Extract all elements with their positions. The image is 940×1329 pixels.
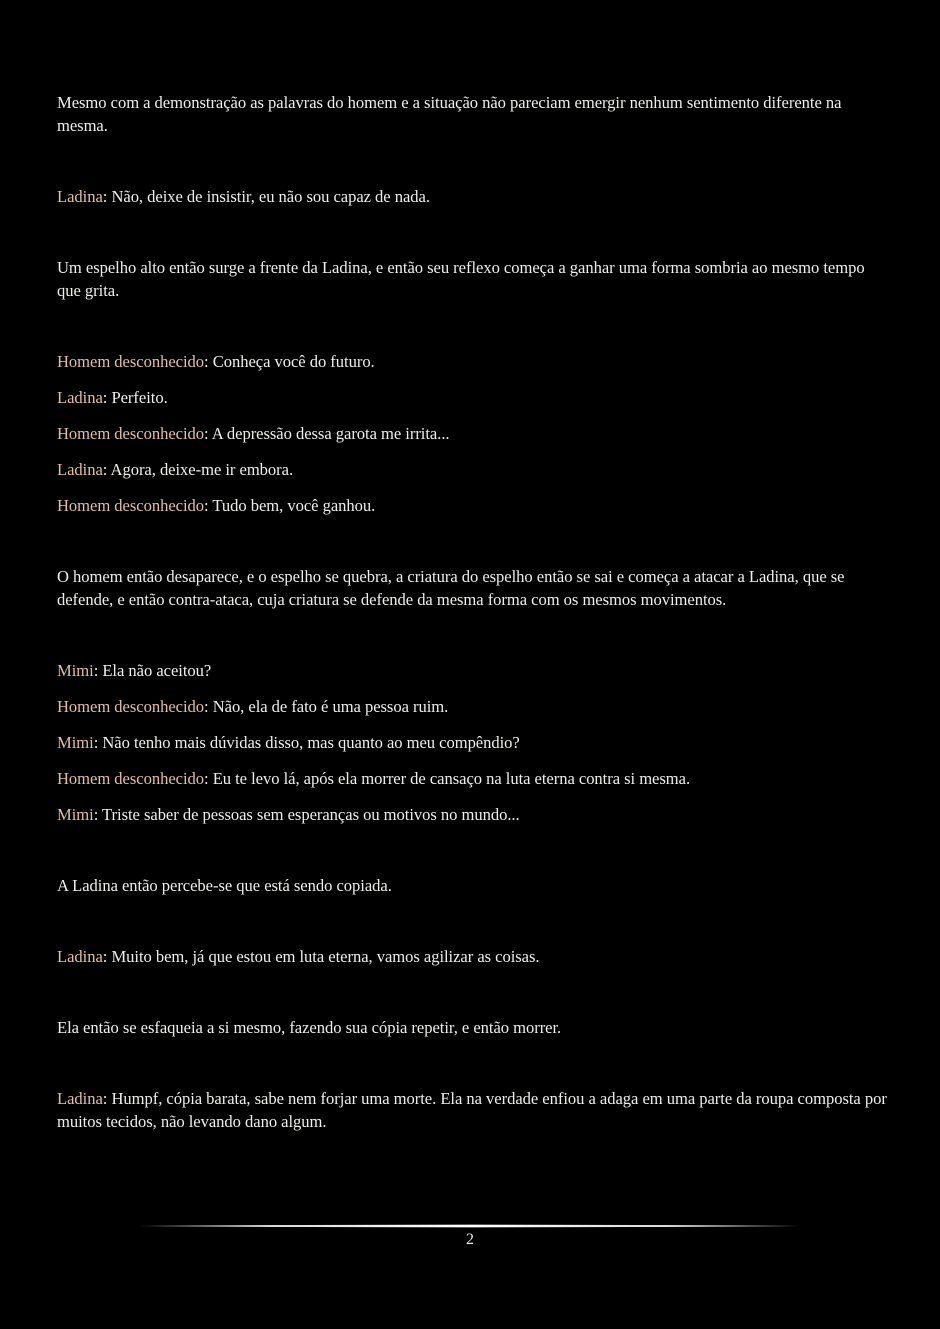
dialogue-text: : A depressão dessa garota me irrita... — [204, 424, 450, 443]
speaker-name: Ladina — [57, 388, 103, 407]
dialogue-line — [57, 185, 887, 208]
page-number: 2 — [466, 1231, 474, 1248]
speaker-name: Mimi — [57, 733, 94, 752]
dialogue-text: : Não, deixe de insistir, eu não sou capaz de nada. — [102, 187, 430, 206]
dialogue-line — [57, 695, 887, 718]
dialogue-text: : Não, ela de fato é uma pessoa ruim. — [204, 697, 449, 716]
dialogue-line — [57, 767, 887, 790]
speaker-name: Mimi — [57, 805, 94, 824]
dialogue-text: : Conheça você do futuro. — [204, 352, 375, 371]
speaker-name: Homem desconhecido — [57, 697, 205, 716]
narration-paragraph: O homem então desaparece, e o espelho se quebra, a criatura do espelho então se sai e começa a atacar a Ladina, que se defende, e então contra-ataca, cuja criatura se defende da mesma forma com os mesmos movimentos. — [57, 567, 845, 609]
dialogue-text: : Ela não aceitou? — [93, 661, 212, 680]
footer-divider — [140, 1224, 800, 1228]
dialogue-line — [57, 422, 887, 445]
dialogue-text: : Tudo bem, você ganhou. — [204, 496, 376, 515]
speaker-name: Ladina — [57, 187, 103, 206]
speaker-name: Ladina — [57, 947, 103, 966]
dialogue-line — [57, 803, 887, 826]
speaker-name: Mimi — [57, 661, 94, 680]
footer-divider-line — [140, 1225, 800, 1227]
dialogue-line — [57, 458, 887, 481]
dialogue-line — [57, 350, 887, 373]
speaker-name: Homem desconhecido — [57, 424, 205, 443]
dialogue-line — [57, 1087, 887, 1133]
speaker-name: Homem desconhecido — [57, 769, 205, 788]
dialogue-text: : Muito bem, já que estou em luta eterna, vamos agilizar as coisas. — [102, 947, 540, 966]
narration-paragraph: Ela então se esfaqueia a si mesmo, fazendo sua cópia repetir, e então morrer. — [57, 1018, 562, 1037]
dialogue-text: : Eu te levo lá, após ela morrer de cansaço na luta eterna contra si mesma. — [204, 769, 691, 788]
narration-paragraph: A Ladina então percebe-se que está sendo copiada. — [57, 876, 392, 895]
speaker-name: Homem desconhecido — [57, 496, 205, 515]
dialogue-line — [57, 494, 887, 517]
speaker-name: Ladina — [57, 1089, 103, 1108]
dialogue-text: : Agora, deixe-me ir embora. — [102, 460, 294, 479]
dialogue-text: : Perfeito. — [102, 388, 168, 407]
dialogue-text: : Humpf, cópia barata, sabe nem forjar uma morte. Ela na verdade enfiou a adaga em uma parte da roupa composta por muitos tecidos, não levando dano algum. — [57, 1089, 887, 1131]
dialogue-text: : Triste saber de pessoas sem esperanças ou motivos no mundo... — [93, 805, 520, 824]
speaker-name: Ladina — [57, 460, 103, 479]
dialogue-text: : Não tenho mais dúvidas disso, mas quanto ao meu compêndio? — [93, 733, 520, 752]
narration-paragraph: Um espelho alto então surge a frente da Ladina, e então seu reflexo começa a ganhar uma forma sombria ao mesmo tempo que grita. — [57, 258, 865, 300]
narration-paragraph: Mesmo com a demonstração as palavras do homem e a situação não pareciam emergir nenhum sentimento diferente na mesma. — [57, 93, 842, 135]
dialogue-line — [57, 945, 887, 968]
dialogue-line — [57, 731, 887, 754]
dialogue-line — [57, 386, 887, 409]
dialogue-line — [57, 659, 887, 682]
document-body — [57, 91, 887, 1133]
speaker-name: Homem desconhecido — [57, 352, 205, 371]
